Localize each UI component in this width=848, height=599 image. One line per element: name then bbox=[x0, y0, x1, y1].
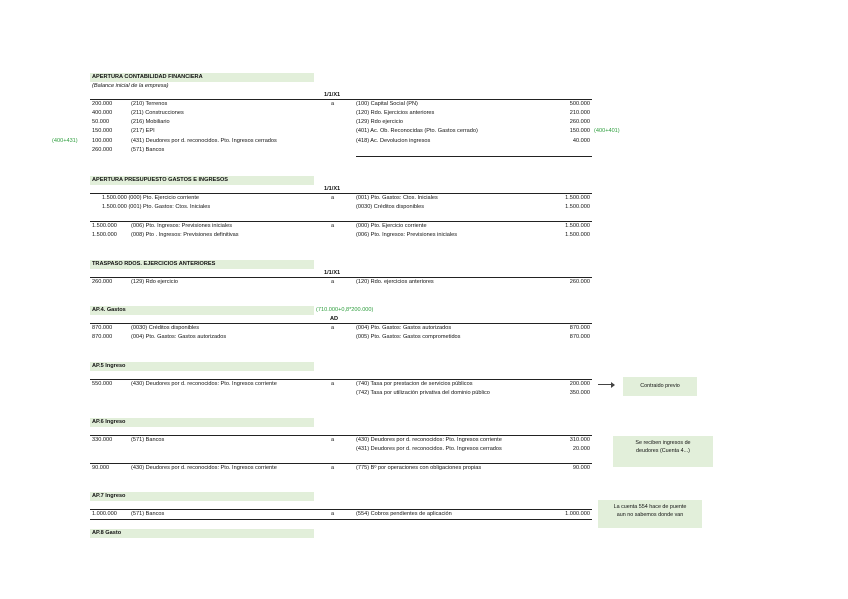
a-marker: a bbox=[331, 465, 335, 471]
entry-credit: (740) Tasa por prestacion de servicios públicos bbox=[356, 381, 473, 387]
a-marker: a bbox=[331, 511, 335, 517]
entry-date: 1/1/X1 bbox=[324, 186, 341, 192]
budget-credit: (0030) Créditos disponibles bbox=[356, 204, 425, 210]
budget-credit-amount: 1.500.000 bbox=[565, 195, 590, 201]
entry-account: (571) Bancos bbox=[131, 437, 165, 443]
budget-credit-amount: 1.500.000 bbox=[565, 204, 590, 210]
debit-amount: 260.000 bbox=[92, 147, 113, 153]
entry-line bbox=[90, 463, 592, 464]
section-title: APERTURA CONTABILIDAD FINANCIERA bbox=[92, 74, 203, 80]
entry-line bbox=[90, 99, 592, 100]
budget-credit: (000) Pto. Ejercicio corriente bbox=[356, 223, 427, 229]
entry-line bbox=[90, 221, 592, 222]
budget-credit-amount: 1.500.000 bbox=[565, 232, 590, 238]
a-marker: a bbox=[331, 101, 335, 107]
note-contraido bbox=[623, 377, 697, 396]
entry-amount: 1.000.000 bbox=[92, 511, 117, 517]
entry-account: (571) Bancos bbox=[131, 511, 165, 517]
entry-credit-amount: 20.000 bbox=[572, 446, 590, 452]
entry-credit-amount: 200.000 bbox=[569, 381, 590, 387]
entry-amount: 260.000 bbox=[92, 279, 113, 285]
entry-line bbox=[90, 435, 592, 436]
side-note: (400+431) bbox=[52, 138, 78, 144]
credit-amount: 260.000 bbox=[569, 119, 590, 125]
note-ingresos bbox=[613, 436, 713, 467]
debit-amount: 150.000 bbox=[92, 128, 113, 134]
a-marker: a bbox=[331, 195, 335, 201]
note-text: aun no sabemos donde van bbox=[616, 512, 684, 518]
note-text: Se reciben ingresos de bbox=[635, 440, 691, 446]
section-title: AP.8 Gasto bbox=[92, 530, 122, 536]
entry-credit: (430) Deudores por d. reconocidos: Pto. Ingresos corriente bbox=[356, 437, 502, 443]
section-title: AP.4. Gastos bbox=[92, 307, 126, 313]
entry-account: (004) Pto. Gastos: Gastos autorizados bbox=[131, 334, 227, 340]
entry-account: (430) Deudores por d. reconocidos: Pto. Ingresos corriente bbox=[131, 465, 277, 471]
debit-account: (571) Bancos bbox=[131, 147, 165, 153]
a-marker: a bbox=[331, 437, 335, 443]
entry-credit: (554) Cobros pendientes de aplicación bbox=[356, 511, 452, 517]
section-title: APERTURA PRESUPUESTO GASTOS E INGRESOS bbox=[92, 177, 229, 183]
section-title: AP.6 Ingreso bbox=[92, 419, 126, 425]
entry-account: (129) Rdo ejercicio bbox=[131, 279, 178, 285]
entry-credit-amount: 1.000.000 bbox=[565, 511, 590, 517]
entry-line bbox=[90, 379, 592, 380]
entry-bottom-line bbox=[356, 156, 592, 157]
credit-amount: 500.000 bbox=[569, 101, 590, 107]
debit-account: (431) Deudores por d. reconocidos. Pto. Ingresos cerrados bbox=[131, 138, 277, 144]
entry-line bbox=[90, 193, 592, 194]
credit-amount: 150.000 bbox=[569, 128, 590, 134]
credit-account: (401) Ac. Ob. Reconocidas (Pto. Gastos cerrado) bbox=[356, 128, 478, 134]
entry-bottom-line bbox=[90, 519, 592, 520]
entry-line bbox=[90, 277, 592, 278]
debit-amount: 100.000 bbox=[92, 138, 113, 144]
entry-credit-amount: 350.000 bbox=[569, 390, 590, 396]
debit-amount: 400.000 bbox=[92, 110, 113, 116]
credit-account: (100) Capital Social (PN) bbox=[356, 101, 418, 107]
arrow-icon bbox=[598, 384, 614, 385]
note-text: deudores (Cuenta 4...) bbox=[636, 448, 690, 454]
credit-note: (400+401) bbox=[594, 128, 620, 134]
budget-credit-amount: 1.500.000 bbox=[565, 223, 590, 229]
budget-account: (008) Pto . Ingresos: Previsiones definitivas bbox=[131, 232, 239, 238]
section-title: AP.7 Ingreso bbox=[92, 493, 126, 499]
section-title: TRASPASO RDOS. EJERCICIOS ANTERIORES bbox=[92, 261, 216, 267]
entry-credit: (005) Pto. Gastos: Gastos comprometidos bbox=[356, 334, 461, 340]
calc-note: (710.000+0,8*200.000) bbox=[316, 307, 374, 313]
credit-account: (418) Ac. Devolucion ingresos bbox=[356, 138, 431, 144]
note-554 bbox=[598, 500, 702, 528]
budget-debit: 1.500.000 (001) Pto. Gastos: Ctos. Iniciales bbox=[102, 204, 211, 210]
credit-amount: 40.000 bbox=[572, 138, 590, 144]
entry-credit-amount: 870.000 bbox=[569, 325, 590, 331]
budget-account: (006) Pto. Ingresos: Previsiones iniciales bbox=[131, 223, 233, 229]
entry-account: (430) Deudores por d. reconocidos: Pto. Ingresos corriente bbox=[131, 381, 277, 387]
a-marker: a bbox=[331, 381, 335, 387]
budget-credit: (001) Pto. Gastos: Ctos. Iniciales bbox=[356, 195, 438, 201]
entry-amount: 870.000 bbox=[92, 325, 113, 331]
credit-account: (120) Rdo. Ejercicios anteriores bbox=[356, 110, 435, 116]
ad-label: AD bbox=[330, 316, 339, 322]
debit-amount: 200.000 bbox=[92, 101, 113, 107]
note-text: Contraido previo bbox=[640, 383, 680, 389]
credit-amount: 210.000 bbox=[569, 110, 590, 116]
entry-credit: (742) Tasa por utilización privativa del dominio público bbox=[356, 390, 490, 396]
entry-date: 1/1/X1 bbox=[324, 270, 341, 276]
note-text: La cuenta 554 hace de puente bbox=[613, 504, 687, 510]
entry-credit: (004) Pto. Gastos: Gastos autorizados bbox=[356, 325, 452, 331]
entry-credit: (120) Rdo. ejercicios anteriores bbox=[356, 279, 434, 285]
a-marker: a bbox=[331, 223, 335, 229]
debit-account: (211) Construcciones bbox=[131, 110, 184, 116]
a-marker: a bbox=[331, 279, 335, 285]
debit-account: (216) Mobiliario bbox=[131, 119, 170, 125]
entry-account: (0030) Créditos disponibles bbox=[131, 325, 200, 331]
entry-line bbox=[90, 323, 592, 324]
entry-amount: 550.000 bbox=[92, 381, 113, 387]
entry-credit: (775) Bº por operaciones con obligaciones propias bbox=[356, 465, 482, 471]
a-marker: a bbox=[331, 325, 335, 331]
debit-amount: 50.000 bbox=[92, 119, 110, 125]
entry-credit-amount: 870.000 bbox=[569, 334, 590, 340]
entry-credit-amount: 260.000 bbox=[569, 279, 590, 285]
section-title: AP.5 Ingreso bbox=[92, 363, 126, 369]
credit-account: (129) Rdo ejercicio bbox=[356, 119, 403, 125]
budget-debit: 1.500.000 (000) Pto. Ejercicio corriente bbox=[102, 195, 200, 201]
entry-credit: (431) Deudores por d. reconocidos. Pto. Ingresos cerrados bbox=[356, 446, 502, 452]
entry-amount: 330.000 bbox=[92, 437, 113, 443]
budget-amount: 1.500.000 bbox=[92, 232, 117, 238]
debit-account: (217) EPI bbox=[131, 128, 155, 134]
entry-line bbox=[90, 509, 592, 510]
entry-amount: 90.000 bbox=[92, 465, 110, 471]
entry-date: 1/1/X1 bbox=[324, 92, 341, 98]
section-band-ap8 bbox=[90, 529, 314, 538]
entry-amount: 870.000 bbox=[92, 334, 113, 340]
budget-credit: (006) Pto. Ingresos: Previsiones iniciales bbox=[356, 232, 458, 238]
entry-credit-amount: 310.000 bbox=[569, 437, 590, 443]
entry-credit-amount: 90.000 bbox=[572, 465, 590, 471]
debit-account: (210) Terrenos bbox=[131, 101, 168, 107]
budget-amount: 1.500.000 bbox=[92, 223, 117, 229]
section-subtitle: (Balance inicial de la empresa) bbox=[92, 83, 169, 89]
